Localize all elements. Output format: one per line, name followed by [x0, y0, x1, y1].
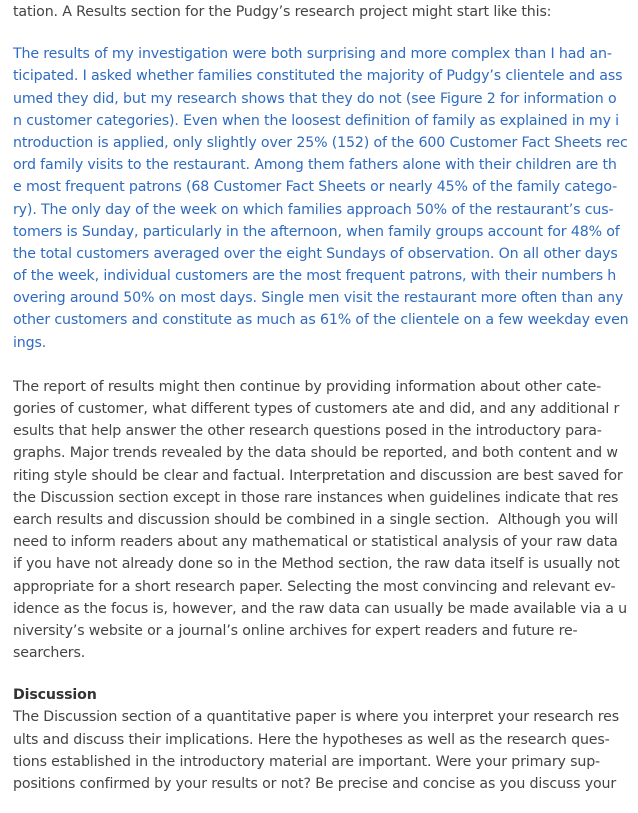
example-results-quote	[13, 43, 631, 354]
paragraph-line: the Discussion section except in those rare instances when guidelines indicate that res	[13, 489, 619, 506]
paragraph-line: idence as the focus is, however, and the raw data can usually be made available via a u	[13, 600, 627, 617]
quote-line: The results of my investigation were both surprising and more complex than I had an-	[13, 46, 612, 63]
paragraph-line: earch results and discussion should be combined in a single section. Although you will	[13, 511, 618, 528]
quote-line: umed they did, but my research shows that they do not (see Figure 2 for information o	[13, 90, 617, 107]
quote-line: ry). The only day of the week on which families approach 50% of the restaurant’s cus-	[13, 201, 614, 218]
paragraph-line: gories of customer, what different types of customers ate and did, and any additional r	[13, 401, 620, 417]
quote-line: ings.	[13, 334, 47, 351]
paragraph-line: riting style should be clear and factual. Interpretation and discussion are best saved for	[13, 467, 623, 484]
paragraph-line: The Discussion section of a quantitative paper is where you interpret your research res	[13, 709, 619, 726]
intro-line: tation. A Results section for the Pudgy’s research project might start like this:	[13, 4, 552, 20]
paragraph-line: The report of results might then continue by providing information about other cate-	[13, 378, 602, 395]
paragraph-line: searchers.	[13, 645, 86, 662]
quote-line: e most frequent patrons (68 Customer Fact Sheets or nearly 45% of the family catego-	[13, 179, 618, 196]
quote-line: other customers and constitute as much as 61% of the clientele on a few weekday even	[13, 312, 629, 329]
paragraph-line: esults that help answer the other research questions posed in the introductory para-	[13, 423, 602, 440]
paragraph-line: tions established in the introductory material are important. Were your primary sup-	[13, 753, 601, 770]
quote-line: ticipated. I asked whether families constituted the majority of Pudgy’s clientele and ass	[13, 68, 623, 85]
paragraph-line: niversity’s website or a journal’s online archives for expert readers and future re-	[13, 622, 578, 639]
quote-line: tomers is Sunday, particularly in the afternoon, when family groups account for 48% of	[13, 223, 620, 240]
quote-line: n customer categories). Even when the loosest definition of family as explained in my i	[13, 112, 619, 129]
paragraph-line: positions confirmed by your results or not? Be precise and concise as you discuss your	[13, 776, 617, 792]
discussion-heading: Discussion	[13, 687, 97, 704]
discussion-paragraph	[13, 706, 631, 795]
quote-line: ntroduction is applied, only slightly over 25% (152) of the 600 Customer Fact Sheets rec	[13, 134, 628, 151]
quote-line: ord family visits to the restaurant. Among them fathers alone with their children are th	[13, 157, 617, 174]
paragraph-line: appropriate for a short research paper. Selecting the most convincing and relevant ev-	[13, 578, 616, 595]
document-page	[13, 0, 631, 795]
paragraph-line: graphs. Major trends revealed by the data should be reported, and both content and w	[13, 445, 618, 462]
paragraph-line: ults and discuss their implications. Here the hypotheses as well as the research ques-	[13, 731, 610, 748]
quote-line: the total customers averaged over the eight Sundays of observation. On all other days	[13, 245, 618, 262]
paragraph-line: need to inform readers about any mathematical or statistical analysis of your raw data	[13, 534, 618, 551]
paragraph-line: if you have not already done so in the Method section, the raw data itself is usually not	[13, 556, 620, 573]
quote-line: overing around 50% on most days. Single men visit the restaurant more often than any	[13, 290, 624, 307]
results-paragraph	[13, 376, 631, 664]
quote-line: of the week, individual customers are the most frequent patrons, with their numbers h	[13, 268, 617, 285]
